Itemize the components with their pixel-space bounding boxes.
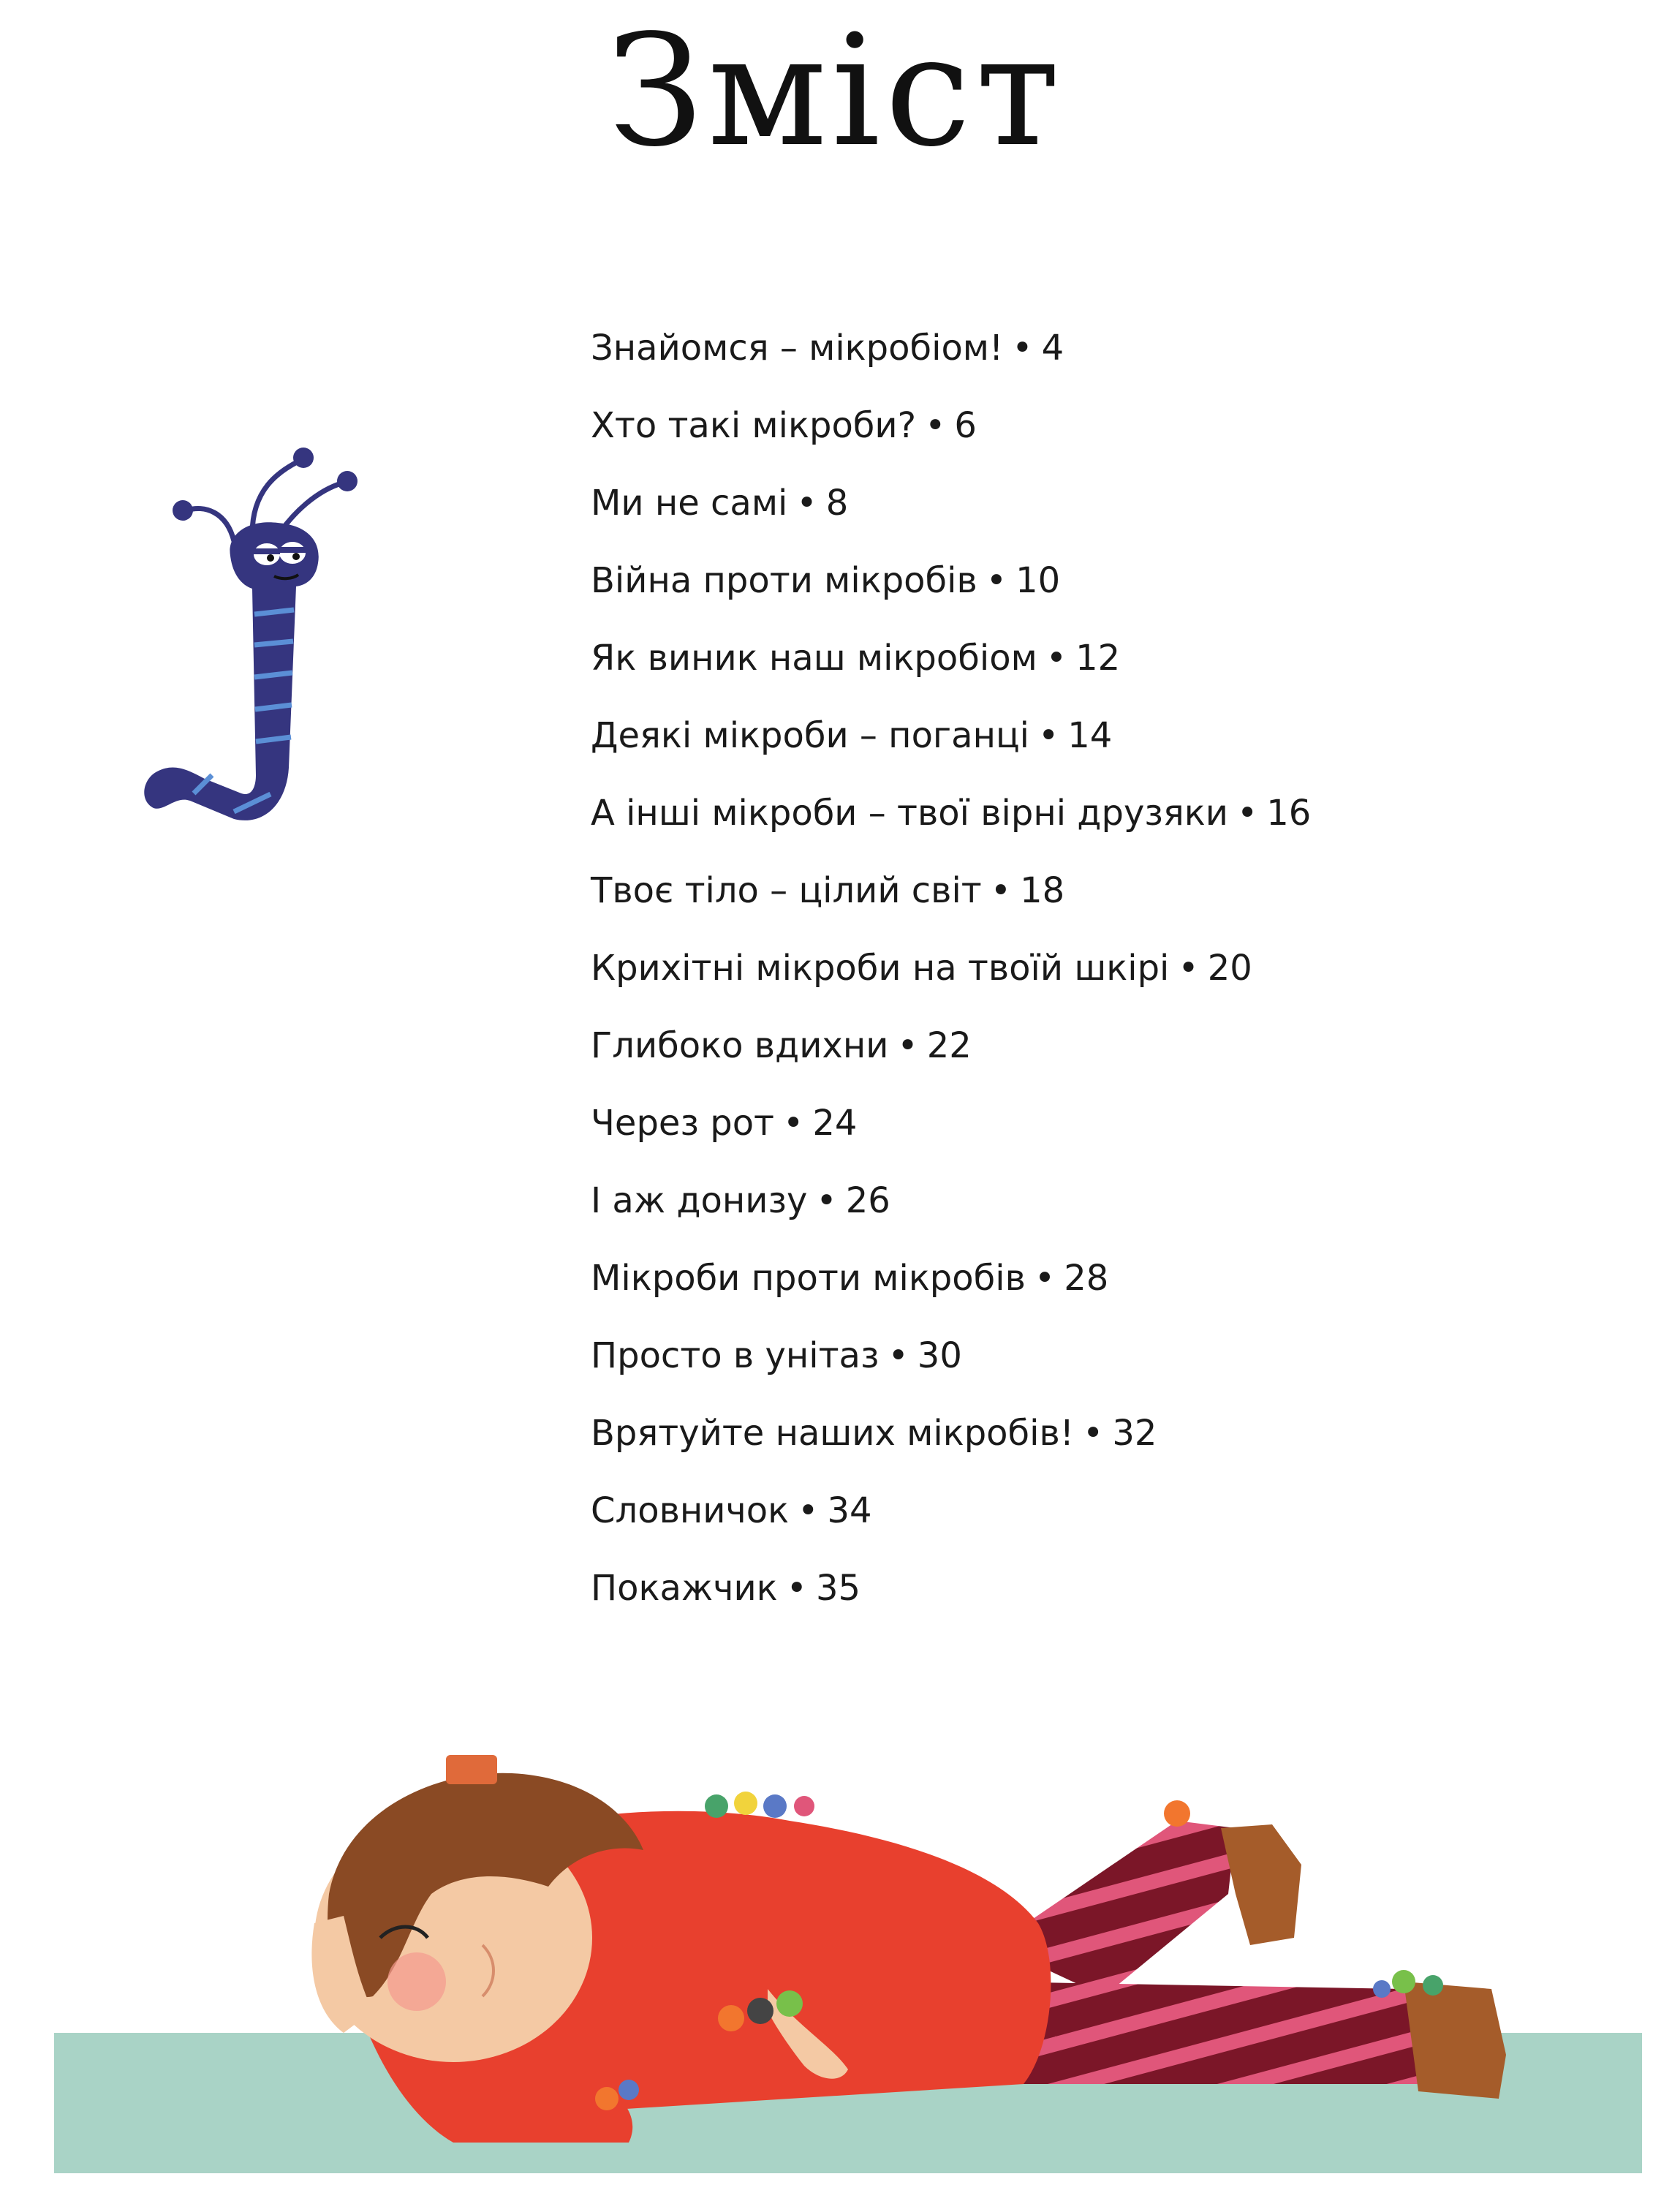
toc-item-page: 24 — [812, 1103, 858, 1144]
toc-separator: • — [986, 560, 1007, 601]
toc-item-page: 6 — [954, 405, 977, 446]
toc-item — [591, 1245, 1311, 1322]
toc-item — [591, 1400, 1311, 1477]
toc-separator: • — [1037, 715, 1059, 756]
toc-separator: • — [1178, 948, 1199, 989]
toc-item-title: Знайомся – мікробіом! — [591, 328, 1004, 369]
toc-item-page: 18 — [1020, 870, 1065, 911]
toc-item-page: 12 — [1075, 638, 1121, 679]
toc-item-page: 32 — [1112, 1413, 1157, 1454]
toc-item — [591, 1477, 1311, 1555]
toc-separator: • — [1034, 1258, 1056, 1299]
toc-separator: • — [990, 870, 1012, 911]
toc-item-page: 35 — [815, 1568, 861, 1609]
toc-item-page: 26 — [845, 1180, 890, 1221]
toc-item-title: Як виник наш мікробіом — [591, 638, 1037, 679]
toc-item — [591, 702, 1311, 780]
toc-item-page: 20 — [1207, 948, 1252, 989]
toc-item-title: Просто в унітаз — [591, 1335, 879, 1376]
toc-item-page: 10 — [1015, 560, 1061, 601]
toc-separator: • — [1045, 638, 1067, 679]
toc-item-title: Війна проти мікробів — [591, 560, 977, 601]
toc-item-title: Твоє тіло – цілий світ — [591, 870, 982, 911]
toc-item-page: 16 — [1266, 793, 1312, 834]
toc-item — [591, 1167, 1311, 1245]
toc-item-title: Словничок — [591, 1490, 790, 1531]
table-of-contents — [591, 314, 1311, 1632]
toc-item — [591, 857, 1311, 935]
toc-item-title: І аж донизу — [591, 1180, 808, 1221]
toc-item-title: А інші мікроби – твої вірні друзяки — [591, 793, 1228, 834]
toc-separator: • — [1012, 328, 1033, 369]
toc-item — [591, 935, 1311, 1012]
toc-separator: • — [816, 1180, 837, 1221]
toc-item — [591, 1012, 1311, 1090]
toc-item — [591, 624, 1311, 702]
toc-separator: • — [798, 1490, 819, 1531]
toc-item-title: Глибоко вдихни — [591, 1025, 889, 1066]
toc-separator: • — [796, 483, 817, 524]
toc-item-title: Мікроби проти мікробів — [591, 1258, 1026, 1299]
toc-item — [591, 780, 1311, 857]
toc-item — [591, 1322, 1311, 1400]
toc-item — [591, 469, 1311, 547]
toc-item — [591, 1555, 1311, 1632]
sleeping-girl-with-microbes-icon — [263, 1704, 1535, 2172]
toc-item-title: Деякі мікроби – поганці — [591, 715, 1029, 756]
toc-item-page: 8 — [825, 483, 849, 524]
toc-separator: • — [888, 1335, 909, 1376]
toc-item-page: 30 — [917, 1335, 962, 1376]
toc-separator: • — [925, 405, 946, 446]
toc-item-title: Ми не самі — [591, 483, 788, 524]
toc-separator: • — [783, 1103, 804, 1144]
toc-item-title: Покажчик — [591, 1568, 778, 1609]
toc-item-page: 22 — [926, 1025, 972, 1066]
toc-separator: • — [786, 1568, 807, 1609]
toc-item-page: 28 — [1064, 1258, 1109, 1299]
toc-item-title: Врятуйте наших мікробів! — [591, 1413, 1075, 1454]
toc-separator: • — [1236, 793, 1258, 834]
toc-item-title: Через рот — [591, 1103, 775, 1144]
toc-item — [591, 314, 1311, 392]
toc-item-title: Крихітні мікроби на твоїй шкірі — [591, 948, 1170, 989]
toc-separator: • — [897, 1025, 918, 1066]
toc-separator: • — [1083, 1413, 1104, 1454]
toc-item-page: 4 — [1041, 328, 1064, 369]
blue-striped-worm-icon — [124, 431, 395, 841]
toc-item — [591, 547, 1311, 624]
toc-item — [591, 392, 1311, 469]
toc-item — [591, 1090, 1311, 1167]
page-title: Зміст — [607, 1, 1065, 181]
toc-item-page: 14 — [1067, 715, 1113, 756]
toc-item-page: 34 — [827, 1490, 872, 1531]
toc-item-title: Хто такі мікроби? — [591, 405, 917, 446]
